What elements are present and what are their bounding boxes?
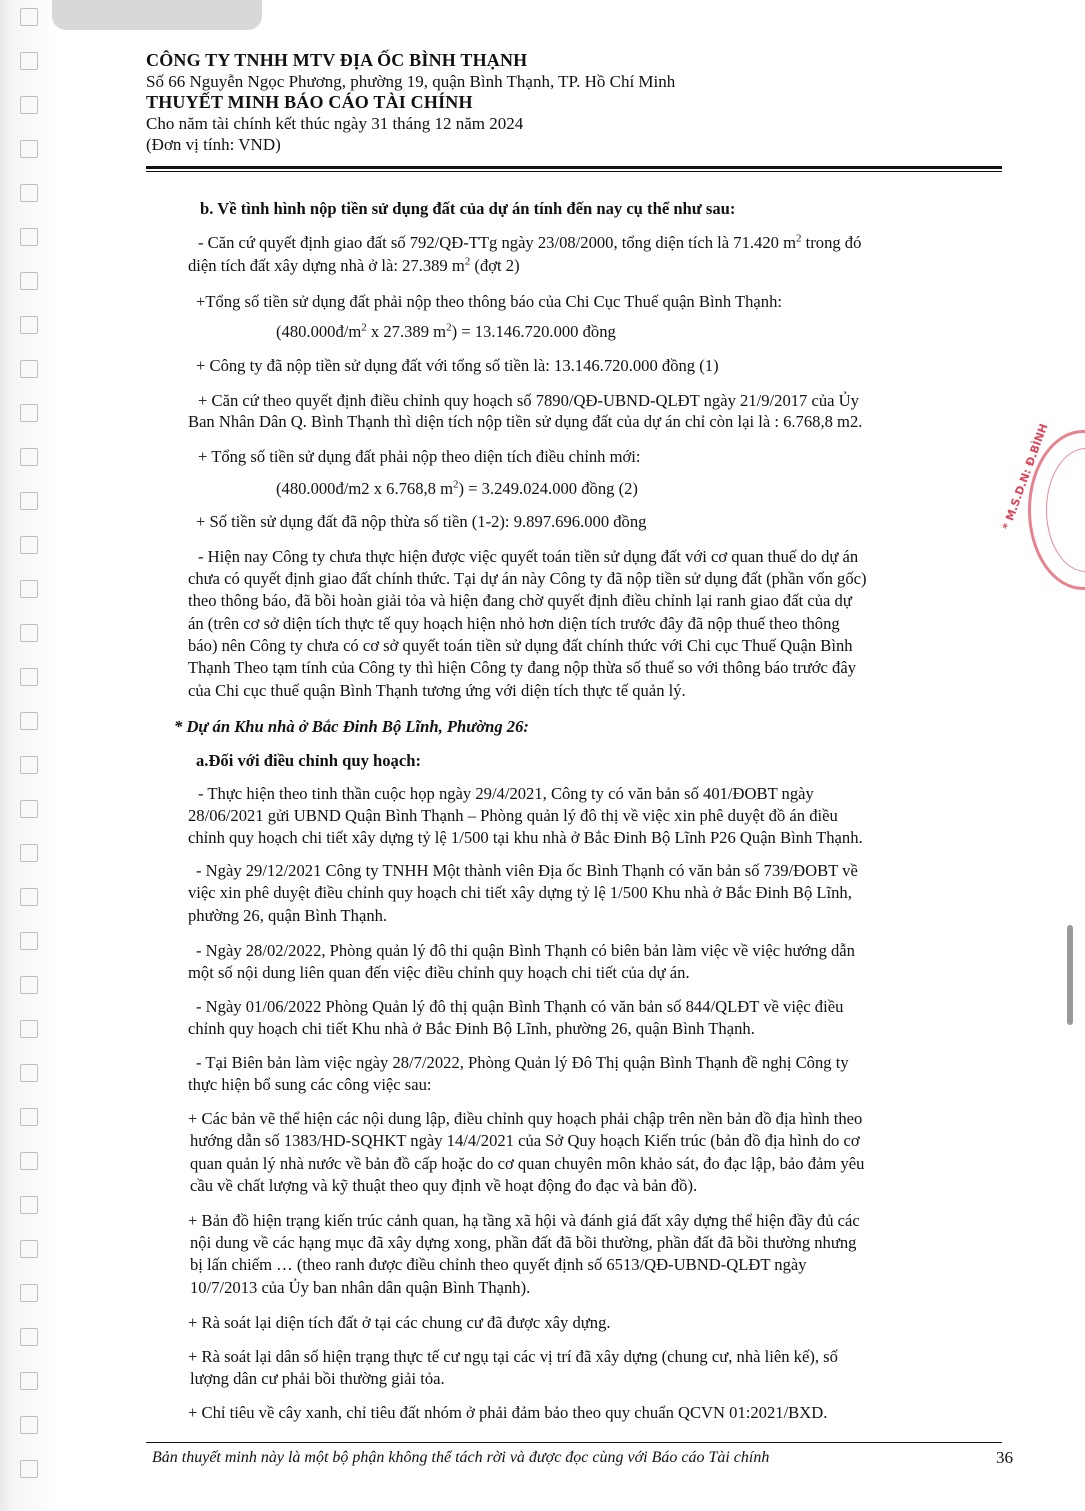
superscript: 2 [446,321,452,334]
project-subheading: a.Đối với điều chỉnh quy hoạch: [196,751,421,770]
project-paragraph-9-line: lượng dân cư phải bồi thường giải tỏa. [190,1369,445,1388]
section-b-heading: b. Về tình hình nộp tiền sử dụng đất của dự án tính đến nay cụ thể như sau: [200,199,736,218]
project-paragraph-9: + Rà soát lại dân số hiện trạng thực tế cư ngụ tại các vị trí đã xây dựng (chung cư, nhà liên kế), số [188,1347,838,1366]
page-number: 36 [996,1448,1013,1467]
project-paragraph-4: - Ngày 01/06/2022 Phòng Quản lý đô thị quận Bình Thạnh có văn bản số 844/QLĐT về việc điều [196,997,844,1016]
binder-hole [20,228,38,246]
header-divider-thin [146,171,1002,172]
binder-hole [20,668,38,686]
reporting-period: Cho năm tài chính kết thúc ngày 31 tháng 12 năm 2024 [146,114,524,133]
section-b-paragraph-7-line: Thạnh Theo tạm tính của Công ty thì hiện Công ty đang nộp thừa số thuế so với thông báo trước đây [188,658,857,677]
binder-hole [20,580,38,598]
project-paragraph-2-line: việc xin phê duyệt điều chỉnh quy hoạch chi tiết xây dựng tỷ lệ 1/500 Khu nhà ở Bắc Đinh Bộ Lĩnh, [188,883,852,902]
section-b-paragraph-7: - Hiện nay Công ty chưa thực hiện được việc quyết toán tiền sử dụng đất với cơ quan thuế do dự án [198,547,859,566]
project-paragraph-7-line: 10/7/2013 của Ủy ban nhân dân quận Bình Thạnh). [190,1278,531,1297]
text: - Căn cứ quyết định giao đất số 792/QĐ-TTg ngày 23/08/2000, tổng diện tích là 71.420 m [198,233,796,252]
text: (480.000đ/m2 x 6.768,8 m [276,479,453,498]
footer-divider [146,1442,1002,1443]
project-paragraph-5-line: thực hiện bổ sung các công việc sau: [188,1075,432,1094]
footer-note: Bản thuyết minh này là một bộ phận không thể tách rời và được đọc cùng với Báo cáo Tài chính [152,1449,770,1466]
binder-hole [20,140,38,158]
text: ) = 3.249.024.000 đồng (2) [458,479,638,498]
project-paragraph-6-line: cầu về chất lượng và kỹ thuật theo quy định về hoạt động đo đạc và bản đồ). [190,1176,698,1195]
scrollbar-thumb[interactable] [1067,925,1073,1025]
section-b-paragraph-4: + Căn cứ theo quyết định điều chỉnh quy hoạch số 7890/QĐ-UBND-QLĐT ngày 21/9/2017 của Ủy [198,391,859,410]
binder-hole [20,96,38,114]
superscript: 2 [464,255,471,268]
document-title: THUYẾT MINH BÁO CÁO TÀI CHÍNH [146,92,473,112]
binder-hole [20,1020,38,1038]
currency-unit: (Đơn vị tính: VND) [146,135,281,154]
text: x 27.389 m [366,322,447,341]
formula-2 [276,478,976,499]
superscript: 2 [361,321,367,334]
project-paragraph-8: + Rà soát lại diện tích đất ở tại các chung cư đã được xây dựng. [188,1313,611,1332]
binder-hole [20,448,38,466]
binder-hole [20,8,38,26]
section-b-paragraph-7-line: báo) nên Công ty chưa có cơ sở quyết toán tiền sử dụng đất chính thức với Chi cục Thuế Quận Bình [188,636,853,655]
section-b-paragraph-3: + Công ty đã nộp tiền sử dụng đất với tổng số tiền là: 13.146.720.000 đồng (1) [196,356,719,375]
project-paragraph-1-line: chỉnh quy hoạch chi tiết xây dựng tỷ lệ 1/500 tại khu nhà ở Bắc Đinh Bộ Lĩnh P26 Quận Bình Thạnh. [188,828,863,847]
binder-hole [20,932,38,950]
binder-hole [20,844,38,862]
binder-hole [20,1460,38,1478]
project-paragraph-7-line: nội dung về các hạng mục đã xây dựng xong, phần đất đã bồi thường, phần đất đã bồi thường nhưng [190,1233,857,1252]
project-paragraph-2-line: phường 26, quận Bình Thạnh. [188,906,388,925]
project-paragraph-2: - Ngày 29/12/2021 Công ty TNHH Một thành viên Địa ốc Bình Thạnh có văn bản số 739/ĐOBT về [196,861,858,880]
text: diện tích đất xây dựng nhà ở là: 27.389 m [188,256,465,275]
section-b-paragraph-7-line: chưa có quyết định giao đất chính thức. Tại dự án này Công ty đã nộp tiền sử dụng đất (phần vốn gốc) [188,569,867,588]
project-paragraph-3: - Ngày 28/02/2022, Phòng quản lý đô thi quận Bình Thạnh có biên bản làm việc về việc hướng dẫn [196,941,855,960]
binder-hole [20,712,38,730]
project-paragraph-6-line: quan quản lý nhà nước về bản đồ cấp hoặc do cơ quan chuyên môn khảo sát, đo đạc lập, bảo đảm yêu [190,1154,865,1173]
binder-hole [20,1196,38,1214]
binder-hole [20,1284,38,1302]
binder-hole [20,184,38,202]
section-b-paragraph-7-line: theo thông báo, đã bồi hoàn giải tỏa và hiện đang chờ quyết định điều chỉnh lại ranh giao đất của dự [188,591,852,610]
binder-hole [20,1152,38,1170]
project-heading: * Dự án Khu nhà ở Bắc Đinh Bộ Lĩnh, Phường 26: [174,717,529,736]
company-address: Số 66 Nguyễn Ngọc Phương, phường 19, quận Bình Thạnh, TP. Hồ Chí Minh [146,72,676,91]
binder-hole [20,976,38,994]
binder-hole [20,624,38,642]
binder-hole [20,492,38,510]
binder-hole [20,1328,38,1346]
binder-hole [20,800,38,818]
text: trong đó [801,233,862,252]
section-b-paragraph-5: + Tổng số tiền sử dụng đất phải nộp theo diện tích điều chỉnh mới: [198,447,641,466]
header-divider [146,166,1002,169]
text: (480.000đ/m [276,322,362,341]
project-paragraph-6: + Các bản vẽ thể hiện các nội dung lập, điều chỉnh quy hoạch phải chập trên nền bản đồ địa hình theo [188,1109,863,1128]
binder-hole [20,404,38,422]
binder-hole [20,52,38,70]
binder-hole [20,1240,38,1258]
section-b-paragraph-6: + Số tiền sử dụng đất đã nộp thừa số tiền (1-2): 9.897.696.000 đồng [196,512,647,531]
project-paragraph-10: + Chỉ tiêu về cây xanh, chỉ tiêu đất nhóm ở phải đảm bảo theo quy chuẩn QCVN 01:2021/BXD. [188,1403,828,1422]
project-paragraph-7: + Bản đồ hiện trạng kiến trúc cảnh quan, hạ tầng xã hội và đánh giá đất xây dựng thể hiện đầy đủ các [188,1211,860,1230]
text: ) = 13.146.720.000 đồng [451,322,616,341]
project-paragraph-1-line: 28/06/2021 gửi UBND Quận Bình Thạnh – Phòng quản lý đô thị về việc xin phê duyệt đồ án điều [188,806,838,825]
binder-hole [20,536,38,554]
binder-hole [20,1416,38,1434]
section-b-paragraph-7-line: của Chi cục thuế quận Bình Thạnh tương ứng với diện tích thực tế quản lý. [188,681,686,700]
binder-hole [20,1064,38,1082]
top-tab [52,0,262,30]
text: (đợt 2) [470,256,520,275]
superscript: 2 [795,232,802,245]
section-b-paragraph-7-line: án (trên cơ sở diện tích thực tế quy hoạch hiện nhỏ hơn diện tích trước đây đã nộp thuế theo thông [188,614,840,633]
binder-hole [20,272,38,290]
binder-hole [20,756,38,774]
seal-text-2: Đ.BÌNH [1023,421,1051,469]
seal-text-1: * M.S.D.N: [999,467,1034,532]
section-b-paragraph-4-cont: Ban Nhân Dân Q. Bình Thạnh thì diện tích nộp tiền sử dụng đất của dự án chỉ còn lại là : 6.768,8 m2. [188,412,863,431]
section-b-paragraph-2: +Tổng số tiền sử dụng đất phải nộp theo thông báo của Chi Cục Thuế quận Bình Thạnh: [196,292,782,311]
binder-hole [20,316,38,334]
project-paragraph-7-line: bị lấn chiếm … (theo ranh được điều chỉnh theo quyết định số 6513/QĐ-UBND-QLĐT ngày [190,1255,807,1274]
project-paragraph-3-line: một số nội dung liên quan đến việc điều chỉnh quy hoạch chi tiết của dự án. [188,963,690,982]
superscript: 2 [453,478,459,491]
binder-hole [20,888,38,906]
section-b-paragraph-1-cont [188,255,1006,276]
project-paragraph-6-line: hướng dẫn số 1383/HD-SQHKT ngày 14/4/2021 của Sở Quy hoạch Kiến trúc (bản đồ địa hình do cơ [190,1131,860,1150]
project-paragraph-5: - Tại Biên bản làm việc ngày 28/7/2022, Phòng Quản lý Đô Thị quận Bình Thạnh đề nghị Công ty [196,1053,849,1072]
project-paragraph-4-line: chỉnh quy hoạch chi tiết Khu nhà ở Bắc Đinh Bộ Lĩnh, phường 26, quận Bình Thạnh. [188,1019,755,1038]
binder-hole [20,1108,38,1126]
company-name: CÔNG TY TNHH MTV ĐỊA ỐC BÌNH THẠNH [146,50,528,70]
formula-1 [276,321,976,342]
binder-hole [20,360,38,378]
section-b-paragraph-1 [198,232,1006,253]
project-paragraph-1: - Thực hiện theo tinh thần cuộc họp ngày 29/4/2021, Công ty có văn bản số 401/ĐOBT ngày [198,784,814,803]
document-header [146,50,1006,155]
binder-holes [14,0,44,1511]
binder-hole [20,1372,38,1390]
